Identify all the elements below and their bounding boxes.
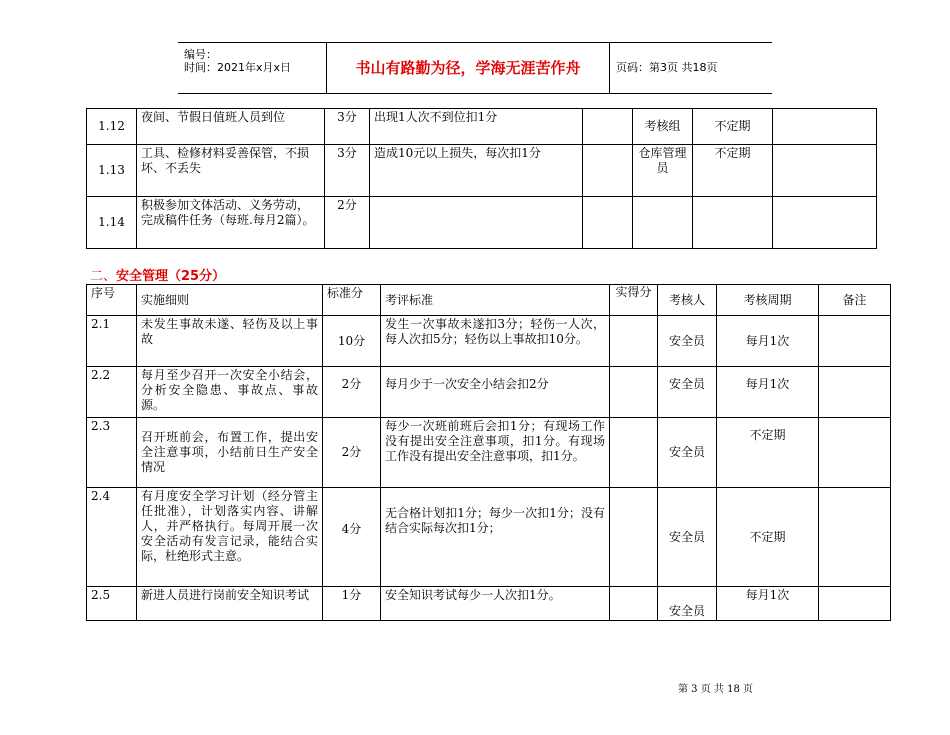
row-score: 4分 — [323, 488, 381, 587]
table-row — [87, 418, 891, 488]
row-period — [693, 197, 773, 249]
row-detail: 积极参加文体活动、义务劳动，完成稿件任务（每班.每月2篇）。 — [137, 197, 325, 249]
header-motto: 书山有路勤为径，学海无涯苦作舟 — [327, 43, 610, 93]
table-row — [87, 488, 891, 587]
row-period: 不定期 — [717, 488, 819, 587]
row-remark — [773, 197, 877, 249]
row-remark — [773, 109, 877, 145]
row-period: 每月1次 — [717, 316, 819, 367]
time-label: 时间：2021年x月x日 — [184, 61, 292, 74]
row-assessor: 仓库管理员 — [633, 145, 693, 197]
row-remark — [773, 145, 877, 197]
row-assessor: 安全员 — [658, 587, 717, 621]
row-no: 2.3 — [87, 418, 137, 488]
col-header-remark: 备注 — [819, 285, 891, 316]
row-period: 每月1次 — [717, 367, 819, 418]
row-no: 1.12 — [87, 109, 137, 145]
row-assessor — [633, 197, 693, 249]
row-no: 1.13 — [87, 145, 137, 197]
row-assessor: 安全员 — [658, 367, 717, 418]
row-score: 3分 — [325, 109, 370, 145]
row-period: 不定期 — [693, 109, 773, 145]
row-score: 2分 — [323, 418, 381, 488]
col-header-no: 序号 — [87, 285, 137, 316]
row-no: 2.1 — [87, 316, 137, 367]
table-row — [87, 587, 891, 621]
row-criteria: 出现1人次不到位扣1分 — [370, 109, 583, 145]
row-period: 不定期 — [717, 418, 819, 488]
col-header-criteria: 考评标准 — [381, 285, 610, 316]
row-remark — [819, 587, 891, 621]
col-header-assessor: 考核人 — [658, 285, 717, 316]
serial-label: 编号： — [184, 48, 217, 61]
row-remark — [819, 316, 891, 367]
col-header-got: 实得分 — [610, 285, 658, 316]
table-header-row — [87, 285, 891, 316]
table-row — [87, 316, 891, 367]
row-assessor: 安全员 — [658, 418, 717, 488]
row-score: 2分 — [323, 367, 381, 418]
row-criteria: 每月少于一次安全小结会扣2分 — [381, 367, 610, 418]
row-got — [610, 488, 658, 587]
row-no: 1.14 — [87, 197, 137, 249]
row-no: 2.2 — [87, 367, 137, 418]
row-remark — [819, 367, 891, 418]
row-no: 2.4 — [87, 488, 137, 587]
row-got — [610, 587, 658, 621]
row-assessor: 安全员 — [658, 488, 717, 587]
row-period: 不定期 — [693, 145, 773, 197]
page-footer: 第 3 页 共 18 页 — [678, 684, 753, 695]
row-criteria: 安全知识考试每少一人次扣1分。 — [381, 587, 610, 621]
table-row — [87, 367, 891, 418]
row-got — [610, 418, 658, 488]
row-score: 2分 — [325, 197, 370, 249]
row-period: 每月1次 — [717, 587, 819, 621]
row-assessor: 考核组 — [633, 109, 693, 145]
row-no: 2.5 — [87, 587, 137, 621]
row-got — [583, 145, 633, 197]
row-got — [610, 316, 658, 367]
col-header-period: 考核周期 — [717, 285, 819, 316]
header-page-info: 页码：第3页 共18页 — [616, 61, 718, 74]
section-title: 安全管理（25分） — [116, 269, 226, 284]
row-detail: 新进人员进行岗前安全知识考试 — [137, 587, 323, 621]
header-meta — [178, 43, 327, 93]
table-row — [87, 109, 877, 145]
row-detail: 每月至少召开一次安全小结会，分析安全隐患、事故点、事故源。 — [137, 367, 323, 418]
row-remark — [819, 488, 891, 587]
col-header-score: 标准分 — [323, 285, 381, 316]
row-criteria: 造成10元以上损失，每次扣1分 — [370, 145, 583, 197]
table-row — [87, 145, 877, 197]
row-got — [610, 367, 658, 418]
assessment-table-continued — [86, 108, 877, 249]
row-assessor: 安全员 — [658, 316, 717, 367]
page-header — [178, 42, 772, 94]
table-row — [87, 197, 877, 249]
row-remark — [819, 418, 891, 488]
col-header-detail: 实施细则 — [137, 285, 323, 316]
row-got — [583, 109, 633, 145]
row-criteria: 无合格计划扣1分；每少一次扣1分；没有结合实际每次扣1分； — [381, 488, 610, 587]
row-detail: 未发生事故未遂、轻伤及以上事故 — [137, 316, 323, 367]
row-detail: 夜间、节假日值班人员到位 — [137, 109, 325, 145]
row-got — [583, 197, 633, 249]
row-score: 10分 — [323, 316, 381, 367]
row-detail: 有月度安全学习计划（经分管主任批准），计划落实内容、讲解人，并严格执行。每周开展一次安全活动有发言记录，能结合实际，杜绝形式主意。 — [137, 488, 323, 587]
row-score: 1分 — [323, 587, 381, 621]
safety-management-table — [86, 284, 891, 621]
row-score: 3分 — [325, 145, 370, 197]
row-criteria — [370, 197, 583, 249]
row-detail: 召开班前会，布置工作，提出安全注意事项，小结前日生产安全情况 — [137, 418, 323, 488]
section-number: 二、 — [90, 269, 117, 284]
row-criteria: 每少一次班前班后会扣1分；有现场工作没有提出安全注意事项，扣1分。有现场工作没有提出安全注意事项，扣1分。 — [381, 418, 610, 488]
row-detail: 工具、检修材料妥善保管，不损坏、不丢失 — [137, 145, 325, 197]
section-heading — [90, 265, 225, 284]
row-criteria: 发生一次事故未遂扣3分；轻伤一人次，每人次扣5分；轻伤以上事故扣10分。 — [381, 316, 610, 367]
